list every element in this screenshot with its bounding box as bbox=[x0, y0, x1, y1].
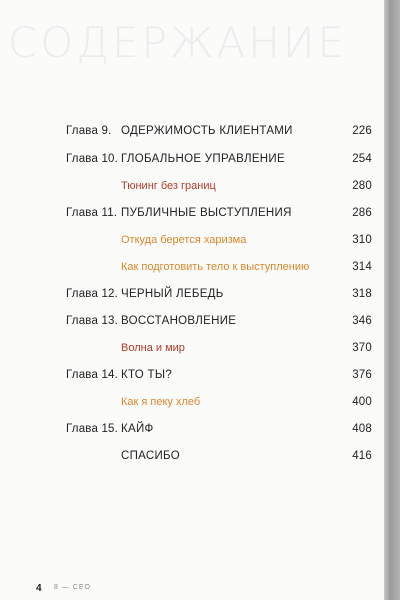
toc-row bbox=[0, 421, 384, 437]
toc-row bbox=[0, 448, 384, 464]
page-number: 226 bbox=[352, 125, 372, 137]
chapter-title: КТО ТЫ? bbox=[121, 369, 173, 381]
subsection-title: Откуда берется харизма bbox=[121, 234, 247, 246]
page-number: 416 bbox=[352, 450, 372, 462]
chapter-number: Глава 13. bbox=[66, 315, 119, 327]
toc-row bbox=[0, 205, 384, 221]
toc-row bbox=[0, 340, 384, 356]
chapter-title: СПАСИБО bbox=[121, 450, 181, 462]
page-number: 346 bbox=[352, 315, 372, 327]
subsection-title: Тюнинг без границ bbox=[121, 180, 216, 192]
page-title-ghost: СОДЕРЖАНИЕ bbox=[8, 18, 348, 67]
page-number: 376 bbox=[352, 369, 372, 381]
toc-row bbox=[0, 367, 384, 383]
chapter-title: ОДЕРЖИМОСТЬ КЛИЕНТАМИ bbox=[121, 125, 293, 137]
page-number: 280 bbox=[352, 180, 372, 192]
toc-row bbox=[0, 286, 384, 302]
page-number: 408 bbox=[352, 423, 372, 435]
chapter-number: Глава 12. bbox=[66, 288, 119, 300]
page-number: 370 bbox=[352, 342, 372, 354]
toc-row bbox=[0, 178, 384, 194]
toc-row bbox=[0, 123, 384, 139]
chapter-title: ГЛОБАЛЬНОЕ УПРАВЛЕНИЕ bbox=[121, 153, 285, 165]
page-number: 314 bbox=[352, 261, 372, 273]
chapter-number: Глава 11. bbox=[66, 207, 118, 219]
toc-row bbox=[0, 394, 384, 410]
subsection-title: Как я пеку хлеб bbox=[121, 396, 201, 408]
chapter-number: Глава 15. bbox=[66, 423, 119, 435]
book-spine-edge bbox=[384, 0, 400, 600]
chapter-number: Глава 14. bbox=[66, 369, 119, 381]
subsection-title: Волна и мир bbox=[121, 342, 185, 354]
page-number: 286 bbox=[352, 207, 372, 219]
page-number: 254 bbox=[352, 153, 372, 165]
page-number: 318 bbox=[352, 288, 372, 300]
chapter-title: ВОССТАНОВЛЕНИЕ bbox=[121, 315, 237, 327]
chapter-title: ЧЕРНЫЙ ЛЕБЕДЬ bbox=[121, 288, 224, 300]
chapter-title: КАЙФ bbox=[121, 423, 154, 435]
running-head: 8 — CEO bbox=[54, 584, 91, 591]
footer-page-number: 4 bbox=[36, 583, 42, 594]
chapter-number: Глава 10. bbox=[66, 153, 119, 165]
chapter-number: Глава 9. bbox=[66, 125, 112, 137]
page-number: 400 bbox=[352, 396, 372, 408]
chapter-title: ПУБЛИЧНЫЕ ВЫСТУПЛЕНИЯ bbox=[121, 207, 292, 219]
toc-row bbox=[0, 259, 384, 275]
page-number: 310 bbox=[352, 234, 372, 246]
toc-row bbox=[0, 232, 384, 248]
toc-row bbox=[0, 313, 384, 329]
toc-row bbox=[0, 151, 384, 167]
subsection-title: Как подготовить тело к выступлению bbox=[121, 261, 310, 273]
